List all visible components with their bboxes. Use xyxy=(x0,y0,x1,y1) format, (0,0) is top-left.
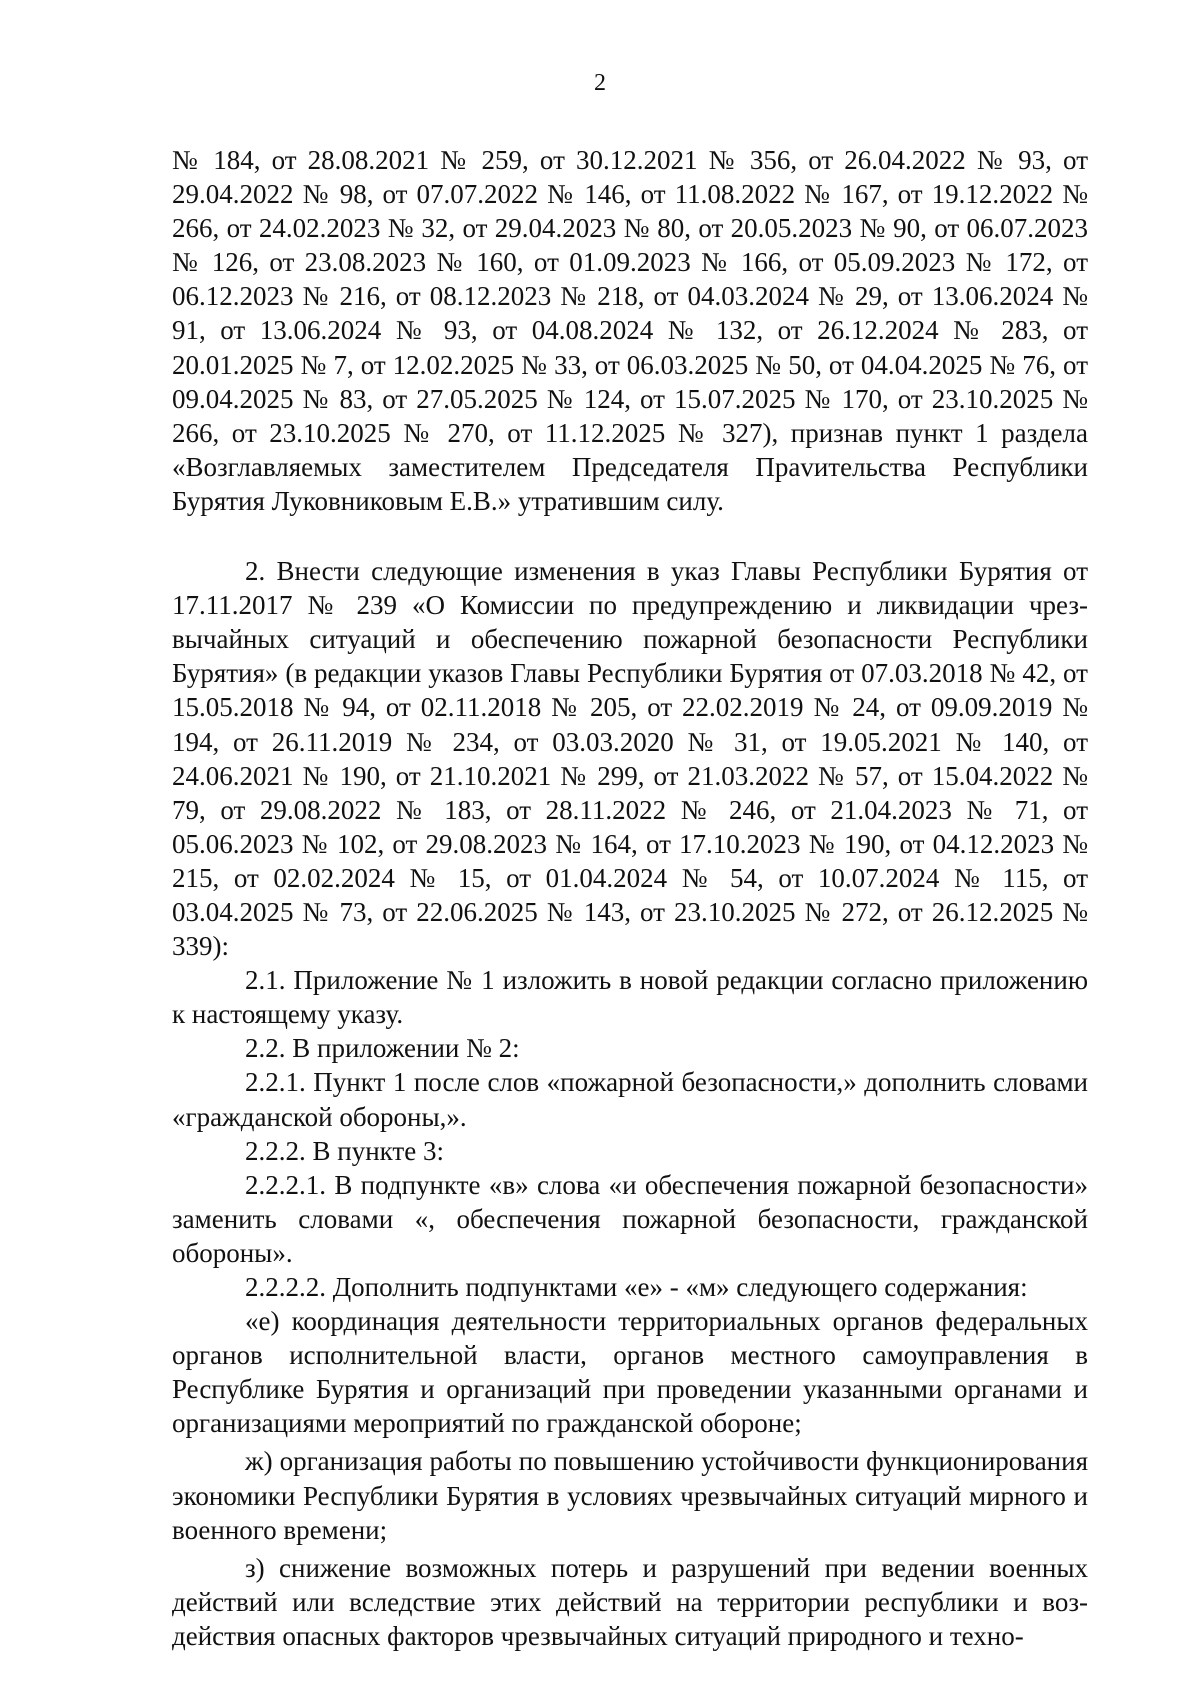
paragraph-item-2-2-2: 2.2.2. В пункте 3: xyxy=(245,1135,444,1166)
paragraph-subitem-e: «е) координация деятельности территориальных органов федеральных органов исполнительной власти, органов местного самоуправления в Республике Бурятия и организаций при проведении указанными органами и организациями мероприятий по гражданской обороне; xyxy=(172,1306,1088,1439)
paragraph-subitem-zh: ж) организация работы по повышению устойчивости функционирования экономики Республики Бурятия в условиях чрезвычайных ситуаций мирного и военного времени; xyxy=(172,1446,1088,1545)
page-number: 2 xyxy=(594,70,606,96)
paragraph-amendment-list-continuation: № 184, от 28.08.2021 № 259, от 30.12.2021 № 356, от 26.04.2022 № 93, от 29.04.2022 № 98, от 07.07.2022 № 146, от 11.08.2022 № 167, от 19.12.2022 № 266, от 24.02.2023 № 32, от 29.04.2023 № 80, от 20.05.2023 № 90, от 06.07.2023 № 126, от 23.08.2023 № 160, от 01.09.2023 № 166, от 05.09.2023 № 172, от 06.12.2023 № 216, от 08.12.2023 № 218, от 04.03.2024 № 29, от 13.06.2024 № 91, от 13.06.2024 № 93, от 04.08.2024 № 132, от 26.12.2024 № 283, от 20.01.2025 № 7, от 12.02.2025 № 33, от 06.03.2025 № 50, от 04.04.2025 № 76, от 09.04.2025 № 83, от 27.05.2025 № 124, от 15.07.2025 № 170, от 23.10.2025 № 266, от 23.10.2025 № 270, от 11.12.2025 № 327), признав пункт 1 раздела «Возглавляемых заместителем Председателя Праvительства Республики Бурятия Луковниковым Е.В.» утратившим силу. xyxy=(172,145,1088,516)
paragraph-item-2-2-1: 2.2.1. Пункт 1 после слов «пожарной безопасности,» дополнить словами «гражданской обороны,». xyxy=(172,1067,1088,1132)
paragraph-item-2-2-2-1: 2.2.2.1. В подпункте «в» слова «и обеспечения пожарной безопасности» заменить словами «, обеспечения пожарной безопасности, гражданской обороны». xyxy=(172,1169,1088,1268)
paragraph-subitem-z: з) снижение возможных потерь и разрушений при ведении военных действий или вследствие этих действий на территории республики и воздействия опасных факторов чрезвычайных ситуаций природного и техно- xyxy=(172,1552,1088,1651)
paragraph-item-2: 2. Внести следующие изменения в указ Главы Республики Бурятия от 17.11.2017 № 239 «О Комиссии по предупреждению и ликвидации чрезвычайных ситуаций и обеспечению пожарной безопасности Республики Бурятия» (в редакции указов Главы Республики Бурятия от 07.03.2018 № 42, от 15.05.2018 № 94, от 02.11.2018 № 205, от 22.02.2019 № 24, от 09.09.2019 № 194, от 26.11.2019 № 234, от 03.03.2020 № 31, от 19.05.2021 № 140, от 24.06.2021 № 190, от 21.10.2021 № 299, от 21.03.2022 № 57, от 15.04.2022 № 79, от 29.08.2022 № 183, от 28.11.2022 № 246, от 21.04.2023 № 71, от 05.06.2023 № 102, от 29.08.2023 № 164, от 17.10.2023 № 190, от 04.12.2023 № 215, от 02.02.2024 № 15, от 01.04.2024 № 54, от 10.07.2024 № 115, от 03.04.2025 № 73, от 22.06.2025 № 143, от 23.10.2025 № 272, от 26.12.2025 № 339): xyxy=(172,556,1088,962)
paragraph-item-2-2-2-2: 2.2.2.2. Дополнить подпунктами «е» - «м» следующего содержания: xyxy=(245,1272,1028,1302)
paragraph-item-2-1: 2.1. Приложение № 1 изложить в новой редакции согласно приложению к настоящему указу. xyxy=(172,965,1088,1030)
document-body xyxy=(172,143,1088,1653)
paragraph-item-2-2: 2.2. В приложении № 2: xyxy=(245,1033,520,1064)
